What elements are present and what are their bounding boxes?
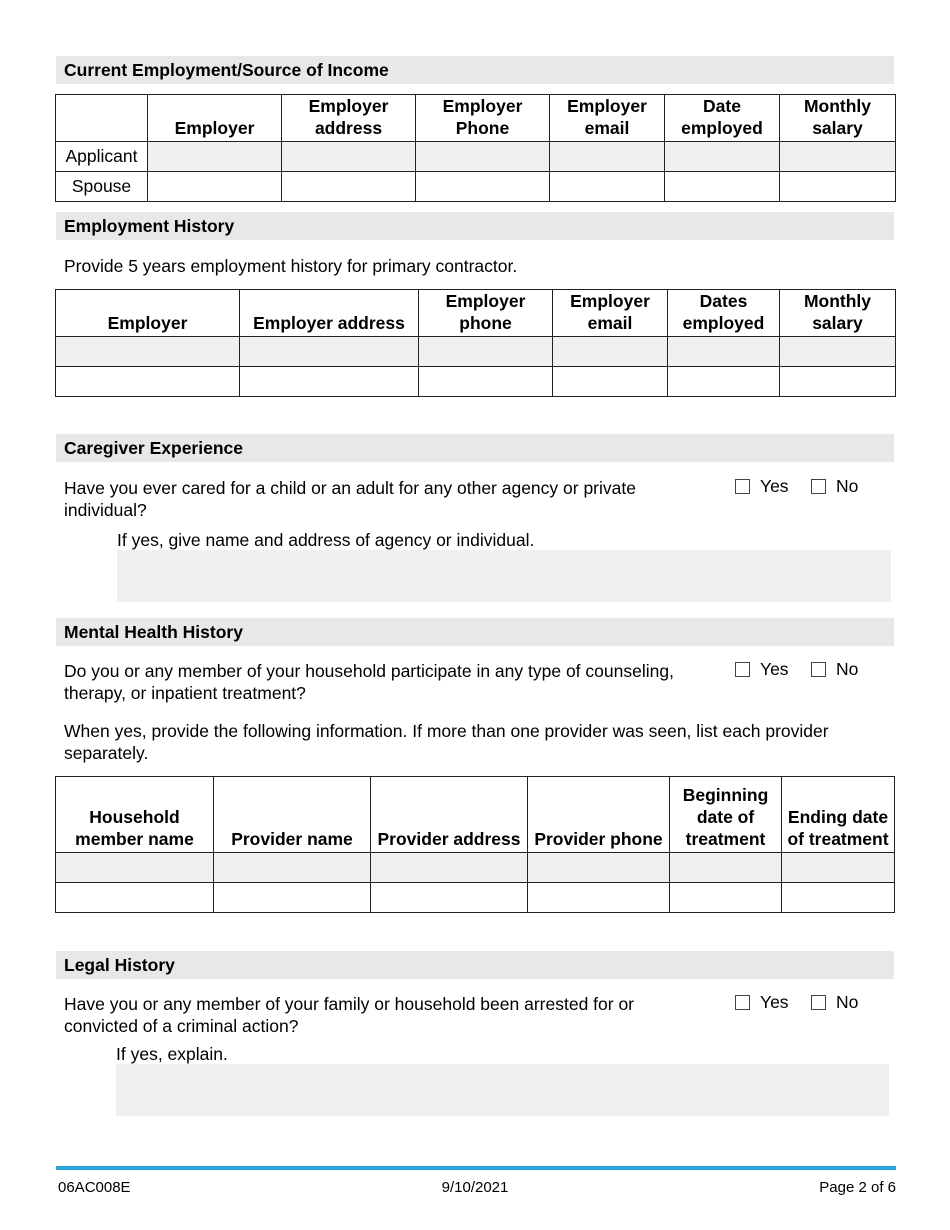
mental-health-yes-checkbox[interactable] bbox=[735, 662, 750, 677]
input-cell[interactable] bbox=[419, 337, 553, 367]
input-cell[interactable] bbox=[782, 853, 895, 883]
table-row bbox=[56, 367, 896, 397]
input-cell[interactable] bbox=[780, 367, 896, 397]
column-header-employer: Employer bbox=[148, 95, 282, 142]
footer-divider bbox=[56, 1166, 896, 1170]
caregiver-yes-label: Yes bbox=[760, 476, 789, 496]
column-header-provider-name: Provider name bbox=[214, 777, 371, 853]
input-cell[interactable] bbox=[528, 853, 670, 883]
column-header-monthly-salary: Monthly salary bbox=[780, 290, 896, 337]
column-header-employer-phone: Employer Phone bbox=[416, 95, 550, 142]
column-header-employer: Employer bbox=[56, 290, 240, 337]
input-cell[interactable] bbox=[56, 883, 214, 913]
input-cell[interactable] bbox=[780, 172, 896, 202]
input-cell[interactable] bbox=[550, 142, 665, 172]
legal-yes-checkbox[interactable] bbox=[735, 995, 750, 1010]
column-header-employer-phone: Employer phone bbox=[419, 290, 553, 337]
input-cell[interactable] bbox=[416, 142, 550, 172]
table-row bbox=[56, 142, 896, 172]
mental-health-yes-option[interactable] bbox=[735, 659, 789, 680]
input-cell[interactable] bbox=[553, 367, 668, 397]
section-header-caregiver-experience: Caregiver Experience bbox=[56, 434, 894, 462]
column-header-employer-address: Employer address bbox=[282, 95, 416, 142]
caregiver-question: Have you ever cared for a child or an adult for any other agency or private individual? bbox=[64, 478, 636, 520]
legal-no-option[interactable] bbox=[811, 992, 858, 1013]
table-row bbox=[56, 853, 895, 883]
input-cell[interactable] bbox=[670, 883, 782, 913]
column-header-beginning-date: Beginning date of treatment bbox=[670, 777, 782, 853]
input-cell[interactable] bbox=[780, 337, 896, 367]
input-cell[interactable] bbox=[240, 367, 419, 397]
legal-yes-label: Yes bbox=[760, 992, 789, 1012]
legal-yes-option[interactable] bbox=[735, 992, 789, 1013]
caregiver-followup-label: If yes, give name and address of agency or individual. bbox=[117, 530, 535, 550]
mental-health-no-option[interactable] bbox=[811, 659, 858, 680]
employment-history-instruction: Provide 5 years employment history for primary contractor. bbox=[64, 256, 518, 276]
column-header-provider-address: Provider address bbox=[371, 777, 528, 853]
column-header-employer-email: Employer email bbox=[553, 290, 668, 337]
input-cell[interactable] bbox=[56, 853, 214, 883]
section-header-current-employment: Current Employment/Source of Income bbox=[56, 56, 894, 84]
caregiver-agency-textarea[interactable] bbox=[117, 550, 891, 602]
table-row bbox=[56, 172, 896, 202]
legal-no-label: No bbox=[836, 992, 859, 1012]
input-cell[interactable] bbox=[371, 853, 528, 883]
input-cell[interactable] bbox=[282, 172, 416, 202]
row-label-applicant: Applicant bbox=[56, 142, 148, 172]
mental-health-no-label: No bbox=[836, 659, 859, 679]
footer-form-id: 06AC008E bbox=[58, 1179, 131, 1196]
input-cell[interactable] bbox=[56, 367, 240, 397]
current-employment-table bbox=[55, 94, 896, 202]
column-header-provider-phone: Provider phone bbox=[528, 777, 670, 853]
input-cell[interactable] bbox=[56, 337, 240, 367]
column-header bbox=[56, 95, 148, 142]
footer-date: 9/10/2021 bbox=[441, 1179, 509, 1196]
footer-page-number: Page 2 of 6 bbox=[819, 1179, 896, 1196]
input-cell[interactable] bbox=[214, 853, 371, 883]
input-cell[interactable] bbox=[665, 172, 780, 202]
mental-health-no-checkbox[interactable] bbox=[811, 662, 826, 677]
input-cell[interactable] bbox=[282, 142, 416, 172]
input-cell[interactable] bbox=[780, 142, 896, 172]
input-cell[interactable] bbox=[419, 367, 553, 397]
input-cell[interactable] bbox=[240, 337, 419, 367]
section-header-employment-history: Employment History bbox=[56, 212, 894, 240]
input-cell[interactable] bbox=[668, 337, 780, 367]
legal-explain-textarea[interactable] bbox=[116, 1064, 889, 1116]
caregiver-yes-option[interactable] bbox=[735, 476, 789, 497]
input-cell[interactable] bbox=[668, 367, 780, 397]
caregiver-no-option[interactable] bbox=[811, 476, 858, 497]
input-cell[interactable] bbox=[148, 172, 282, 202]
section-header-legal-history: Legal History bbox=[56, 951, 894, 979]
legal-question: Have you or any member of your family or household been arrested for or convicted of a criminal action? bbox=[64, 994, 635, 1036]
input-cell[interactable] bbox=[670, 853, 782, 883]
legal-no-checkbox[interactable] bbox=[811, 995, 826, 1010]
column-header-employer-address: Employer address bbox=[240, 290, 419, 337]
input-cell[interactable] bbox=[148, 142, 282, 172]
column-header-ending-date: Ending date of treatment bbox=[782, 777, 895, 853]
input-cell[interactable] bbox=[416, 172, 550, 202]
row-label-spouse: Spouse bbox=[56, 172, 148, 202]
caregiver-yes-checkbox[interactable] bbox=[735, 479, 750, 494]
input-cell[interactable] bbox=[553, 337, 668, 367]
input-cell[interactable] bbox=[665, 142, 780, 172]
column-header-date-employed: Date employed bbox=[665, 95, 780, 142]
column-header-employer-email: Employer email bbox=[550, 95, 665, 142]
column-header-household-member-name: Household member name bbox=[56, 777, 214, 853]
mental-health-yes-label: Yes bbox=[760, 659, 789, 679]
input-cell[interactable] bbox=[371, 883, 528, 913]
mental-health-instruction: When yes, provide the following information. If more than one provider was seen, list each provider separately. bbox=[64, 721, 829, 763]
mental-health-question: Do you or any member of your household participate in any type of counseling, therapy, or inpatient treatment? bbox=[64, 661, 674, 703]
legal-followup-label: If yes, explain. bbox=[116, 1044, 228, 1064]
caregiver-no-label: No bbox=[836, 476, 859, 496]
table-row bbox=[56, 883, 895, 913]
column-header-monthly-salary: Monthly salary bbox=[780, 95, 896, 142]
input-cell[interactable] bbox=[214, 883, 371, 913]
table-row bbox=[56, 337, 896, 367]
input-cell[interactable] bbox=[550, 172, 665, 202]
input-cell[interactable] bbox=[528, 883, 670, 913]
caregiver-no-checkbox[interactable] bbox=[811, 479, 826, 494]
mental-health-table bbox=[55, 776, 895, 913]
input-cell[interactable] bbox=[782, 883, 895, 913]
column-header-dates-employed: Dates employed bbox=[668, 290, 780, 337]
section-header-mental-health-history: Mental Health History bbox=[56, 618, 894, 646]
employment-history-table bbox=[55, 289, 896, 397]
